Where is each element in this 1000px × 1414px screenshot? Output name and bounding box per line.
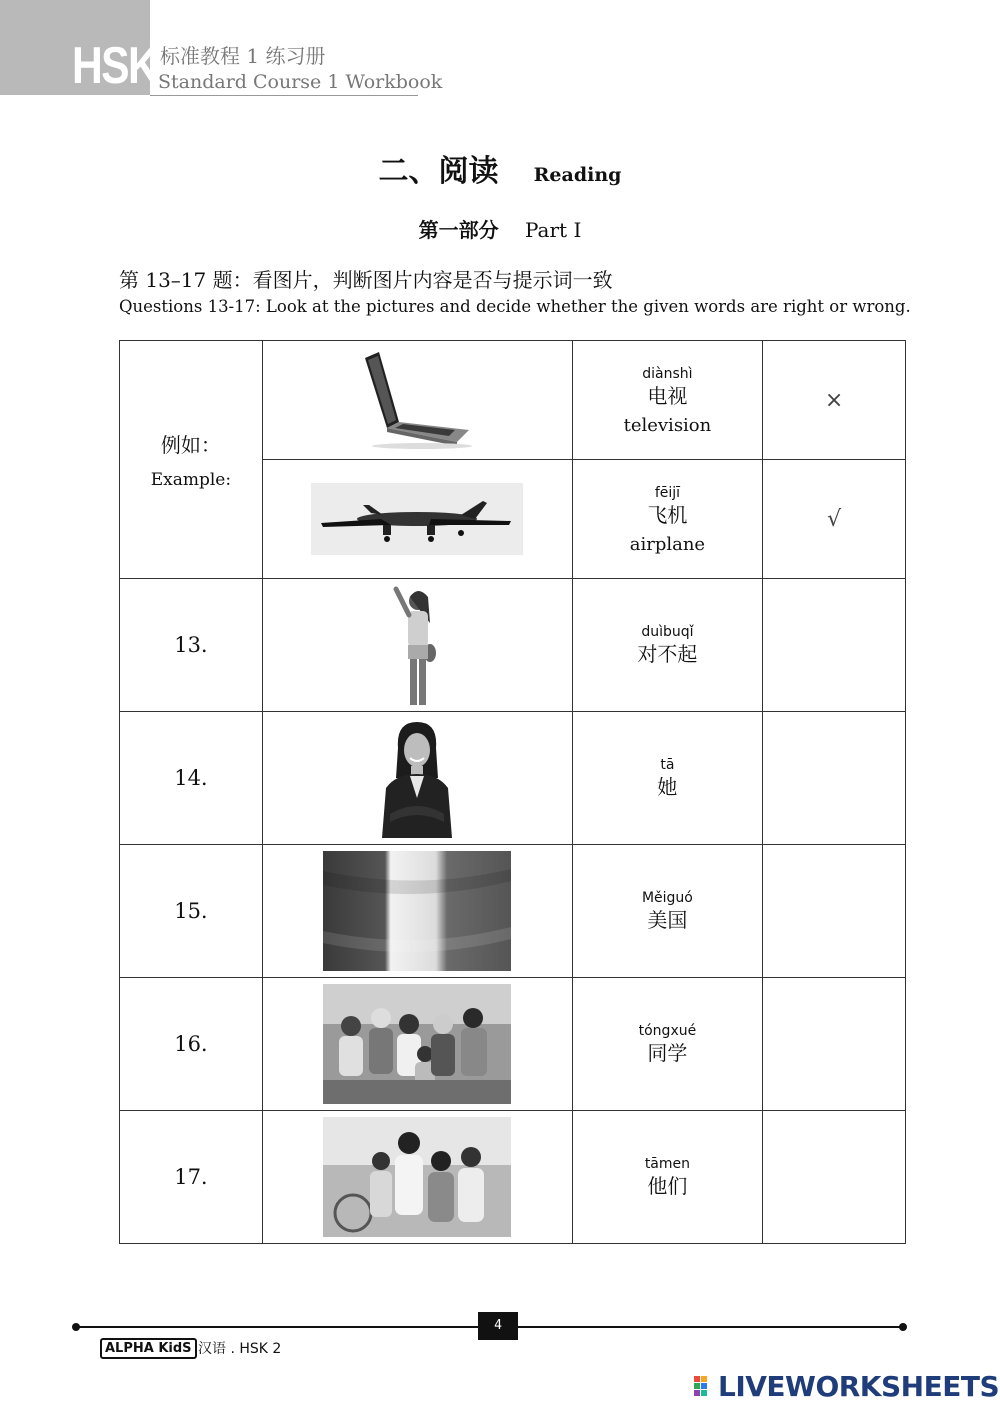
table-row [120, 712, 906, 845]
section-title [0, 146, 1000, 190]
example-label-cn: 例如： [160, 433, 221, 457]
answer-cell[interactable] [763, 460, 906, 579]
instructions-cn: 第 13–17 题：看图片，判断图片内容是否与提示词一致 [119, 268, 613, 292]
picture-cell [262, 460, 572, 579]
hanzi: 她 [657, 775, 678, 799]
waving-woman-picture [382, 583, 452, 707]
answer-cell[interactable] [763, 712, 906, 845]
pinyin: duìbuqǐ [641, 624, 694, 640]
header-logo-block [0, 0, 158, 95]
question-number-cell [120, 845, 263, 978]
table-row [120, 845, 906, 978]
picture-cell [262, 978, 572, 1111]
answer-cell[interactable] [763, 978, 906, 1111]
picture-cell [262, 579, 572, 712]
part-heading-cn: 第一部分 [418, 218, 499, 242]
hanzi: 他们 [647, 1174, 688, 1198]
question-number: 17. [174, 1165, 208, 1189]
businesswoman-picture [376, 718, 458, 838]
word-cell [572, 712, 763, 845]
picture-cell [262, 341, 572, 460]
pinyin: tā [660, 757, 675, 773]
question-number-cell [120, 1111, 263, 1244]
word-cell [572, 460, 763, 579]
question-number-cell [120, 712, 263, 845]
picture-cell [262, 1111, 572, 1244]
answer-cell[interactable] [763, 845, 906, 978]
word-cell [572, 845, 763, 978]
word-cell [572, 341, 763, 460]
word-cell [572, 579, 763, 712]
part-heading [0, 214, 1000, 243]
question-number: 15. [174, 899, 208, 923]
pinyin: Měiguó [641, 890, 693, 906]
hanzi: 对不起 [637, 642, 698, 666]
question-number-cell [120, 579, 263, 712]
question-number: 13. [174, 633, 208, 657]
table-row [120, 579, 906, 712]
pinyin: tāmen [644, 1156, 691, 1172]
question-number-cell [120, 978, 263, 1111]
question-number: 16. [174, 1032, 208, 1056]
liveworksheets-icon [694, 1376, 714, 1396]
header-title-en: Standard Course 1 Workbook [158, 71, 443, 93]
table-row [120, 1111, 906, 1244]
english-word: airplane [629, 533, 706, 555]
question-table [119, 340, 906, 1244]
answer-cell[interactable] [763, 1111, 906, 1244]
brand-suffix: 汉语 . HSK 2 [198, 1341, 282, 1357]
pinyin: fēijī [654, 484, 681, 501]
hanzi: 飞机 [647, 502, 688, 527]
laptop-picture [357, 350, 477, 450]
section-title-cn: 二、阅读 [378, 154, 499, 189]
check-mark: √ [827, 506, 842, 532]
pinyin: tóngxué [638, 1023, 697, 1039]
section-title-en: Reading [533, 164, 622, 186]
part-heading-en: Part Ⅰ [525, 218, 582, 242]
answer-cell[interactable] [763, 579, 906, 712]
header-title-cn: 标准教程 1 练习册 [160, 44, 326, 68]
hanzi: 美国 [647, 908, 688, 932]
table-row [120, 341, 906, 460]
instructions-en: Questions 13-17: Look at the pictures and decide whether the given words are right or wrong. [119, 297, 911, 316]
header-rule [150, 95, 418, 96]
word-cell [572, 978, 763, 1111]
brand-logo: ALPHA KidS [100, 1338, 197, 1359]
hsk-logo: HSK [72, 37, 158, 95]
footer-dot-left [72, 1323, 80, 1331]
question-number: 14. [174, 766, 208, 790]
pinyin: diànshì [642, 365, 693, 382]
family-photo-picture [323, 984, 511, 1104]
picture-cell [262, 712, 572, 845]
flag-picture [323, 851, 511, 971]
group-of-friends-picture [323, 1117, 511, 1237]
answer-cell[interactable] [763, 341, 906, 460]
airplane-picture [311, 483, 523, 555]
example-label-en: Example: [150, 470, 232, 490]
picture-cell [262, 845, 572, 978]
footer-dot-right [899, 1323, 907, 1331]
page-number: 4 [478, 1312, 518, 1340]
example-label-cell [120, 341, 263, 579]
watermark: LIVEWORKSHEETS [718, 1370, 1000, 1403]
word-cell [572, 1111, 763, 1244]
english-word: television [623, 414, 712, 436]
hanzi: 同学 [647, 1041, 688, 1065]
table-row [120, 978, 906, 1111]
wrong-mark: × [824, 387, 844, 413]
hanzi: 电视 [647, 383, 688, 408]
